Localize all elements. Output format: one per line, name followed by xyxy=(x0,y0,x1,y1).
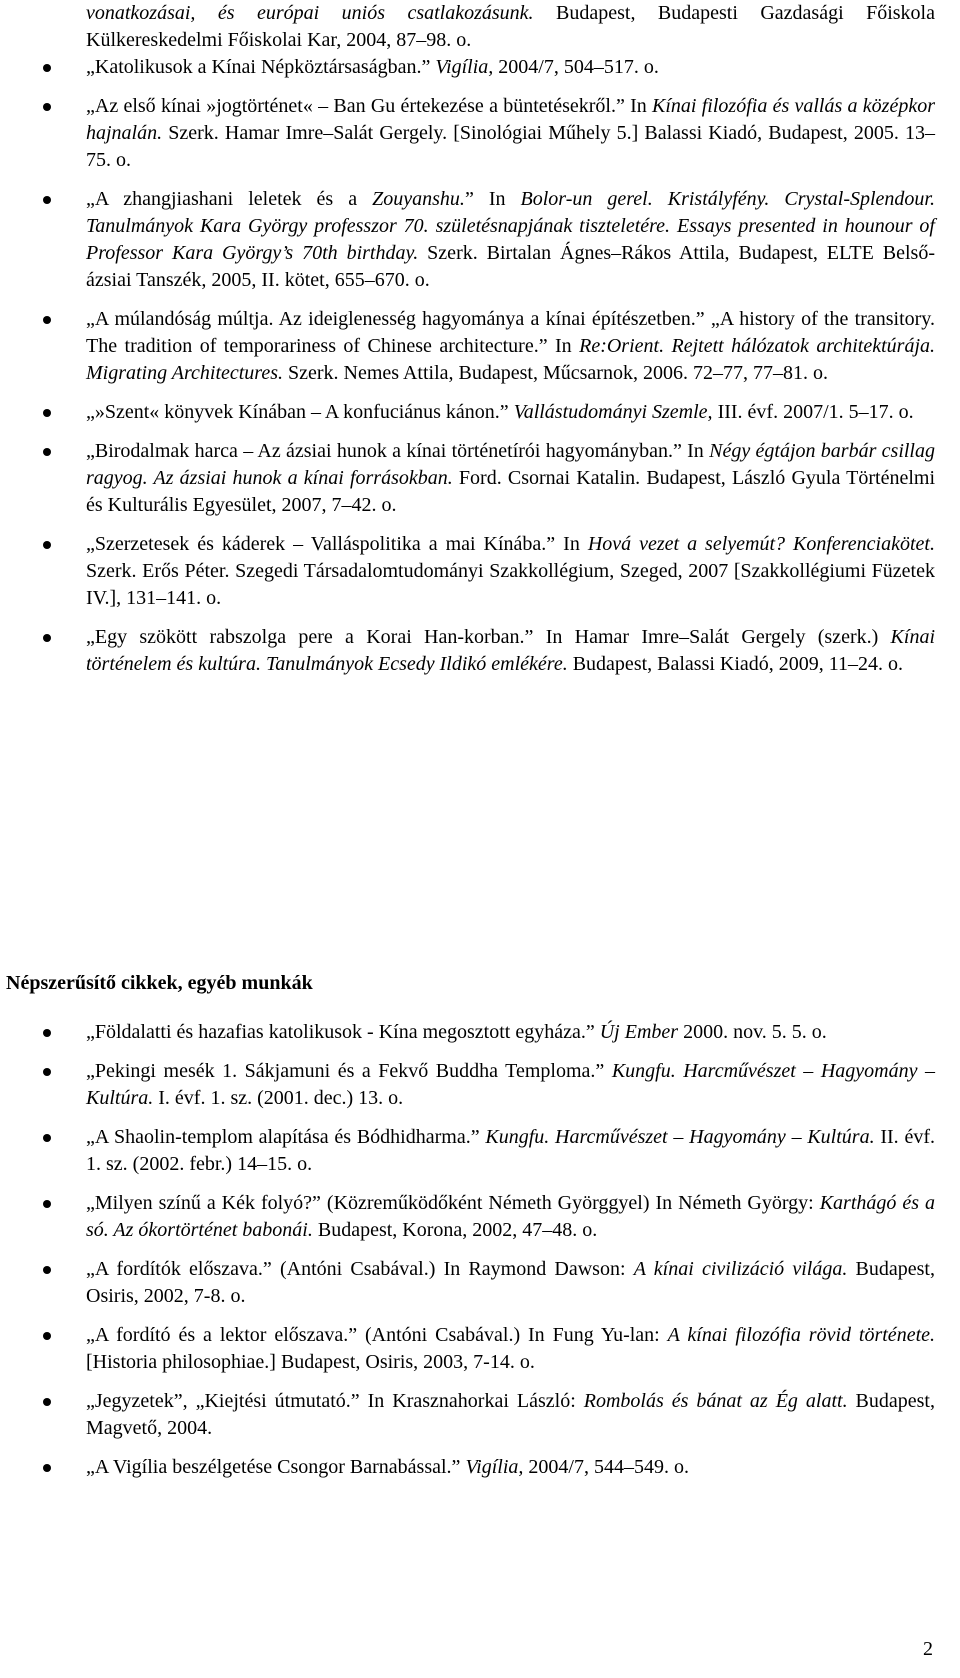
bibliography-entry xyxy=(0,93,960,174)
text-segment: „»Szent« könyvek Kínában – A konfuciánus kánon.” xyxy=(86,401,514,423)
text-segment: 2004/7, 504–517. o. xyxy=(493,56,659,78)
text-segment: „Pekingi mesék 1. Sákjamuni és a Fekvő Buddha Temploma.” xyxy=(86,1060,612,1082)
text-segment: „Birodalmak harca – Az ázsiai hunok a kínai történetírói hagyományban.” In xyxy=(86,440,710,462)
publication-list-scholarly xyxy=(0,54,960,690)
text-segment: Budapest, Budapesti Gazdasági Főiskola Külkereskedelmi Főiskolai Kar, 2004, 87–98. o. xyxy=(86,2,935,51)
italic-text: Négy égtájon barbár csillag ragyog. Az ázsiai hunok a kínai forrásokban. xyxy=(86,440,935,489)
bibliography-entry xyxy=(0,186,960,294)
bibliography-entry xyxy=(0,624,960,678)
bibliography-entry xyxy=(0,1019,960,1046)
text-segment: [Historia philosophiae.] Budapest, Osiris, 2003, 7-14. o. xyxy=(86,1351,535,1373)
text-segment: Budapest, Osiris, 2002, 7-8. o. xyxy=(86,1258,935,1307)
bibliography-entry xyxy=(0,1124,960,1178)
bullet-icon xyxy=(43,1068,51,1076)
bullet-icon xyxy=(43,541,51,549)
text-segment: Szerk. Hamar Imre–Salát Gergely. [Sinológiai Műhely 5.] Balassi Kiadó, Budapest, 2005. 13–75. o. xyxy=(86,122,935,171)
text-segment: „A fordító és a lektor előszava.” (Antóni Csabával.) In Fung Yu-lan: xyxy=(86,1324,668,1346)
italic-text: Új Ember xyxy=(599,1021,679,1043)
italic-text: A kínai civilizáció világa. xyxy=(633,1258,848,1280)
text-segment: Budapest, Balassi Kiadó, 2009, 11–24. o. xyxy=(567,653,904,675)
bibliography-entry xyxy=(0,1454,960,1481)
text-segment: „A zhangjiashani leletek és a xyxy=(86,188,373,210)
italic-text: Re:Orient. Rejtett hálózatok architektúrája. Migrating Architectures. xyxy=(86,335,936,384)
italic-text: Kungfu. Harcművészet – Hagyomány – Kultúra. xyxy=(485,1126,875,1148)
publication-list-popular xyxy=(0,1019,960,1493)
bullet-icon xyxy=(43,1029,51,1037)
bibliography-entry xyxy=(0,438,960,519)
text-segment: „Milyen színű a Kék folyó?” (Közreműködőként Németh Györggyel) In Németh György: xyxy=(86,1192,820,1214)
italic-text: Rombolás és bánat az Ég alatt. xyxy=(583,1390,848,1412)
italic-text: Vigília, xyxy=(465,1456,524,1478)
text-segment: „A Shaolin-templom alapítása és Bódhidharma.” xyxy=(86,1126,486,1148)
italic-text: Vallástudományi Szemle, xyxy=(513,401,713,423)
bullet-icon xyxy=(43,64,51,72)
italic-text: Hová vezet a selyemút? Konferenciakötet. xyxy=(587,533,935,555)
text-segment: II. évf. 1. sz. (2002. febr.) 14–15. o. xyxy=(86,1126,935,1175)
italic-text: A kínai filozófia rövid története. xyxy=(667,1324,935,1346)
bullet-icon xyxy=(43,448,51,456)
text-segment: Szerk. Erős Péter. Szegedi Társadalomtudományi Szakkollégium, Szeged, 2007 [Szakkollégiumi Füzetek IV.], 131–141. o. xyxy=(86,560,935,609)
bibliography-entry xyxy=(0,1190,960,1244)
text-segment: Szerk. Nemes Attila, Budapest, Műcsarnok, 2006. 72–77, 77–81. o. xyxy=(283,362,828,384)
bibliography-entry xyxy=(0,54,960,81)
text-segment: „Szerzetesek és káderek – Valláspolitika a mai Kínába.” In xyxy=(86,533,588,555)
bibliography-entry xyxy=(0,531,960,612)
italic-text: Kungfu. Harcművészet – Hagyomány – Kultúra. xyxy=(86,1060,935,1109)
text-segment: „A Vigília beszélgetése Csongor Barnabással.” xyxy=(86,1456,466,1478)
italic-text: Kínai történelem és kultúra. Tanulmányok Ecsedy Ildikó emlékére. xyxy=(86,626,935,675)
text-segment: III. évf. 2007/1. 5–17. o. xyxy=(712,401,914,423)
text-segment: I. évf. 1. sz. (2001. dec.) 13. o. xyxy=(153,1087,404,1109)
text-segment: „A múlandóság múltja. Az ideiglenesség hagyománya a kínai építészetben.” „A history of the transitory. The tradition of temporariness of Chinese architecture.” In xyxy=(86,308,935,357)
bibliography-entry xyxy=(0,1388,960,1442)
bibliography-entry xyxy=(0,1322,960,1376)
bullet-icon xyxy=(43,409,51,417)
text-segment: „A fordítók előszava.” (Antóni Csabával.) In Raymond Dawson: xyxy=(86,1258,634,1280)
text-segment: „Az első kínai »jogtörténet« – Ban Gu értekezése a büntetésekről.” In xyxy=(86,95,653,117)
bibliography-entry xyxy=(0,1058,960,1112)
text-segment: Szerk. Birtalan Ágnes–Rákos Attila, Budapest, ELTE Belső-ázsiai Tanszék, 2005, II. kötet, 655–670. o. xyxy=(86,242,935,291)
page-number: 2 xyxy=(923,1638,933,1660)
italic-text: vonatkozásai, és európai uniós csatlakozásunk. xyxy=(86,2,534,24)
bullet-icon xyxy=(43,196,51,204)
text-segment: „Egy szökött rabszolga pere a Korai Han-korban.” In Hamar Imre–Salát Gergely (szerk.) xyxy=(86,626,891,648)
section-heading: Népszerűsítő cikkek, egyéb munkák xyxy=(6,972,313,994)
continued-entry xyxy=(0,0,960,54)
bullet-icon xyxy=(43,1332,51,1340)
bullet-icon xyxy=(43,1134,51,1142)
italic-text: Karthágó és a só. Az ókortörténet babonái. xyxy=(86,1192,935,1241)
bullet-icon xyxy=(43,316,51,324)
bullet-icon xyxy=(43,1200,51,1208)
italic-text: Vigília, xyxy=(435,56,494,78)
text-segment: „Földalatti és hazafias katolikusok - Kína megosztott egyháza.” xyxy=(86,1021,600,1043)
text-segment: 2004/7, 544–549. o. xyxy=(523,1456,689,1478)
bibliography-entry xyxy=(0,306,960,387)
text-segment: Budapest, Magvető, 2004. xyxy=(86,1390,935,1439)
text-segment: ” In xyxy=(464,188,521,210)
italic-text: Bolor-un gerel. Kristályfény. Crystal-Splendour. Tanulmányok Kara György professzor 70. születésnapjának tiszteletére. Essays presented in hounour of Professor Kara György’s 70th birthday. xyxy=(86,188,935,264)
bibliography-entry xyxy=(0,399,960,426)
bullet-icon xyxy=(43,634,51,642)
italic-text: Kínai filozófia és vallás a középkor hajnalán. xyxy=(86,95,935,144)
text-segment: „Jegyzetek”, „Kiejtési útmutató.” In Krasznahorkai László: xyxy=(86,1390,584,1412)
bibliography-entry xyxy=(0,1256,960,1310)
text-segment: Budapest, Korona, 2002, 47–48. o. xyxy=(312,1219,598,1241)
bullet-icon xyxy=(43,1266,51,1274)
bullet-icon xyxy=(43,1464,51,1472)
text-segment: „Katolikusok a Kínai Népköztársaságban.” xyxy=(86,56,436,78)
bullet-icon xyxy=(43,1398,51,1406)
text-segment: Ford. Csornai Katalin. Budapest, László Gyula Történelmi és Kulturális Egyesület, 2007, 7–42. o. xyxy=(86,467,935,516)
text-segment: 2000. nov. 5. 5. o. xyxy=(678,1021,827,1043)
bullet-icon xyxy=(43,103,51,111)
italic-text: Zouyanshu. xyxy=(372,188,465,210)
